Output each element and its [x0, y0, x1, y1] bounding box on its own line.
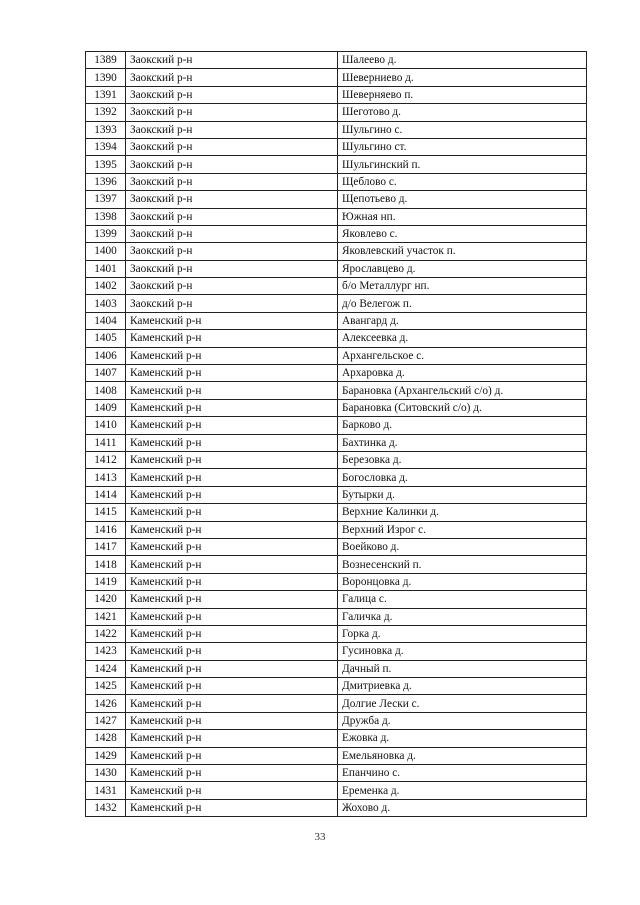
settlement-cell: Щепотьево д. [338, 191, 587, 208]
district-cell: Каменский р-н [126, 799, 338, 816]
settlement-cell: Богословка д. [338, 469, 587, 486]
settlement-cell: Дмитриевка д. [338, 678, 587, 695]
table-row [86, 765, 587, 782]
settlement-cell: Березовка д. [338, 451, 587, 468]
table-row [86, 556, 587, 573]
district-cell: Каменский р-н [126, 730, 338, 747]
row-number-cell: 1393 [86, 121, 126, 138]
table-row [86, 365, 587, 382]
district-cell: Каменский р-н [126, 695, 338, 712]
district-cell: Заокский р-н [126, 191, 338, 208]
district-cell: Каменский р-н [126, 782, 338, 799]
row-number-cell: 1416 [86, 521, 126, 538]
district-cell: Заокский р-н [126, 295, 338, 312]
settlement-cell: Емельяновка д. [338, 747, 587, 764]
district-cell: Заокский р-н [126, 86, 338, 103]
row-number-cell: 1426 [86, 695, 126, 712]
table-row [86, 156, 587, 173]
row-number-cell: 1403 [86, 295, 126, 312]
settlement-cell: Ежовка д. [338, 730, 587, 747]
district-cell: Каменский р-н [126, 556, 338, 573]
table-body [86, 52, 587, 817]
district-cell: Заокский р-н [126, 156, 338, 173]
settlement-cell: Шалеево д. [338, 52, 587, 69]
table-row [86, 434, 587, 451]
district-cell: Каменский р-н [126, 451, 338, 468]
row-number-cell: 1428 [86, 730, 126, 747]
row-number-cell: 1424 [86, 660, 126, 677]
row-number-cell: 1431 [86, 782, 126, 799]
district-cell: Заокский р-н [126, 52, 338, 69]
district-cell: Заокский р-н [126, 278, 338, 295]
table-row [86, 330, 587, 347]
settlement-cell: Дачный п. [338, 660, 587, 677]
table-row [86, 191, 587, 208]
table-row [86, 121, 587, 138]
table-row [86, 608, 587, 625]
table-row [86, 591, 587, 608]
table-row [86, 260, 587, 277]
district-cell: Заокский р-н [126, 121, 338, 138]
district-cell: Каменский р-н [126, 504, 338, 521]
table-row [86, 538, 587, 555]
district-cell: Каменский р-н [126, 330, 338, 347]
settlement-cell: Авангард д. [338, 312, 587, 329]
table-row [86, 660, 587, 677]
settlement-cell: б/о Металлург нп. [338, 278, 587, 295]
settlement-cell: Воронцовка д. [338, 573, 587, 590]
table-row [86, 486, 587, 503]
settlement-cell: Вознесенский п. [338, 556, 587, 573]
district-cell: Каменский р-н [126, 382, 338, 399]
district-cell: Заокский р-н [126, 138, 338, 155]
table-row [86, 730, 587, 747]
settlement-cell: Жохово д. [338, 799, 587, 816]
row-number-cell: 1415 [86, 504, 126, 521]
settlement-cell: Шульгино ст. [338, 138, 587, 155]
row-number-cell: 1421 [86, 608, 126, 625]
table-row [86, 52, 587, 69]
row-number-cell: 1391 [86, 86, 126, 103]
table-row [86, 799, 587, 816]
settlement-cell: Алексеевка д. [338, 330, 587, 347]
row-number-cell: 1407 [86, 365, 126, 382]
row-number-cell: 1395 [86, 156, 126, 173]
district-cell: Каменский р-н [126, 521, 338, 538]
district-cell: Каменский р-н [126, 469, 338, 486]
district-cell: Каменский р-н [126, 765, 338, 782]
table-row [86, 347, 587, 364]
table-row [86, 295, 587, 312]
row-number-cell: 1432 [86, 799, 126, 816]
table-row [86, 86, 587, 103]
row-number-cell: 1390 [86, 69, 126, 86]
row-number-cell: 1402 [86, 278, 126, 295]
table-row [86, 504, 587, 521]
settlement-cell: Яковлевский участок п. [338, 243, 587, 260]
row-number-cell: 1399 [86, 225, 126, 242]
district-cell: Каменский р-н [126, 365, 338, 382]
settlement-cell: Шеготово д. [338, 104, 587, 121]
row-number-cell: 1420 [86, 591, 126, 608]
district-cell: Заокский р-н [126, 243, 338, 260]
row-number-cell: 1411 [86, 434, 126, 451]
row-number-cell: 1410 [86, 417, 126, 434]
row-number-cell: 1389 [86, 52, 126, 69]
district-cell: Каменский р-н [126, 678, 338, 695]
table-row [86, 399, 587, 416]
district-cell: Каменский р-н [126, 625, 338, 642]
district-cell: Заокский р-н [126, 104, 338, 121]
row-number-cell: 1396 [86, 173, 126, 190]
settlement-cell: Верхний Изрог с. [338, 521, 587, 538]
page-number: 33 [314, 831, 326, 843]
settlement-cell: Бутырки д. [338, 486, 587, 503]
row-number-cell: 1422 [86, 625, 126, 642]
table-row [86, 243, 587, 260]
row-number-cell: 1430 [86, 765, 126, 782]
row-number-cell: 1412 [86, 451, 126, 468]
settlement-cell: Шульгино с. [338, 121, 587, 138]
district-cell: Заокский р-н [126, 225, 338, 242]
settlement-cell: Ярославцево д. [338, 260, 587, 277]
settlement-cell: Еременка д. [338, 782, 587, 799]
table-row [86, 382, 587, 399]
table-row [86, 417, 587, 434]
district-cell: Каменский р-н [126, 347, 338, 364]
table-row [86, 69, 587, 86]
settlement-cell: Щеблово с. [338, 173, 587, 190]
row-number-cell: 1406 [86, 347, 126, 364]
settlement-cell: Долгие Лески с. [338, 695, 587, 712]
row-number-cell: 1401 [86, 260, 126, 277]
row-number-cell: 1423 [86, 643, 126, 660]
settlement-cell: Горка д. [338, 625, 587, 642]
district-cell: Каменский р-н [126, 434, 338, 451]
district-cell: Заокский р-н [126, 173, 338, 190]
settlement-cell: Гусиновка д. [338, 643, 587, 660]
settlement-cell: Галичка д. [338, 608, 587, 625]
table-row [86, 225, 587, 242]
district-cell: Каменский р-н [126, 747, 338, 764]
table-row [86, 573, 587, 590]
settlement-cell: Барановка (Ситовский с/о) д. [338, 399, 587, 416]
settlement-cell: Шеверняево п. [338, 86, 587, 103]
district-cell: Каменский р-н [126, 643, 338, 660]
row-number-cell: 1404 [86, 312, 126, 329]
row-number-cell: 1419 [86, 573, 126, 590]
settlement-cell: Яковлево с. [338, 225, 587, 242]
row-number-cell: 1400 [86, 243, 126, 260]
settlement-cell: Галица с. [338, 591, 587, 608]
district-cell: Каменский р-н [126, 538, 338, 555]
table-row [86, 278, 587, 295]
row-number-cell: 1392 [86, 104, 126, 121]
table-row [86, 782, 587, 799]
row-number-cell: 1398 [86, 208, 126, 225]
row-number-cell: 1418 [86, 556, 126, 573]
table-row [86, 469, 587, 486]
table-row [86, 104, 587, 121]
table-row [86, 173, 587, 190]
district-cell: Каменский р-н [126, 712, 338, 729]
table-row [86, 678, 587, 695]
table-row [86, 138, 587, 155]
table-row [86, 208, 587, 225]
table-row [86, 521, 587, 538]
district-cell: Заокский р-н [126, 208, 338, 225]
table-row [86, 712, 587, 729]
table-row [86, 695, 587, 712]
settlement-cell: Воейково д. [338, 538, 587, 555]
settlement-cell: Архаровка д. [338, 365, 587, 382]
row-number-cell: 1409 [86, 399, 126, 416]
district-cell: Каменский р-н [126, 573, 338, 590]
row-number-cell: 1417 [86, 538, 126, 555]
table-row [86, 643, 587, 660]
district-cell: Каменский р-н [126, 486, 338, 503]
district-cell: Заокский р-н [126, 69, 338, 86]
row-number-cell: 1425 [86, 678, 126, 695]
row-number-cell: 1405 [86, 330, 126, 347]
district-cell: Заокский р-н [126, 260, 338, 277]
district-cell: Каменский р-н [126, 417, 338, 434]
settlement-cell: Шульгинский п. [338, 156, 587, 173]
table-row [86, 747, 587, 764]
settlement-cell: Барково д. [338, 417, 587, 434]
row-number-cell: 1429 [86, 747, 126, 764]
district-cell: Каменский р-н [126, 591, 338, 608]
settlement-cell: Барановка (Архангельский с/о) д. [338, 382, 587, 399]
row-number-cell: 1414 [86, 486, 126, 503]
table-row [86, 625, 587, 642]
row-number-cell: 1394 [86, 138, 126, 155]
settlement-cell: Архангельское с. [338, 347, 587, 364]
settlement-cell: Южная нп. [338, 208, 587, 225]
settlement-cell: Дружба д. [338, 712, 587, 729]
settlement-cell: Бахтинка д. [338, 434, 587, 451]
settlement-cell: д/о Велегож п. [338, 295, 587, 312]
row-number-cell: 1427 [86, 712, 126, 729]
district-cell: Каменский р-н [126, 660, 338, 677]
row-number-cell: 1397 [86, 191, 126, 208]
settlement-cell: Епанчино с. [338, 765, 587, 782]
district-cell: Каменский р-н [126, 608, 338, 625]
settlements-table [85, 51, 587, 817]
settlement-cell: Шеверниево д. [338, 69, 587, 86]
row-number-cell: 1413 [86, 469, 126, 486]
table-row [86, 451, 587, 468]
settlement-cell: Верхние Калинки д. [338, 504, 587, 521]
row-number-cell: 1408 [86, 382, 126, 399]
district-cell: Каменский р-н [126, 312, 338, 329]
table-row [86, 312, 587, 329]
district-cell: Каменский р-н [126, 399, 338, 416]
